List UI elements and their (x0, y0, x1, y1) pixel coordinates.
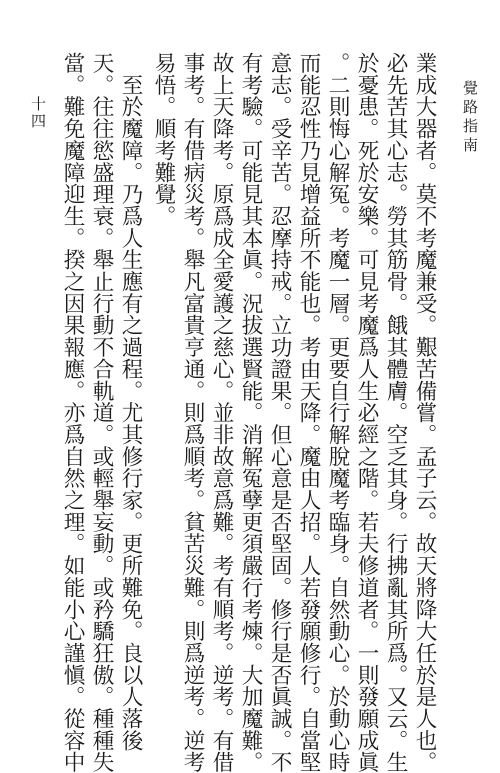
text-column: 事考。有借病災考。舉凡富貴亨通。則爲順考。貧苦災難。則爲逆考。逆考 (180, 52, 205, 773)
page-number: 十四 (29, 96, 47, 130)
text-column: 業成大器者。莫不考魔兼受。艱苦備嘗。孟子云。故天將降大任於是人也。 (412, 52, 437, 773)
text-column: 天。往往慾盛理衰。舉止行動不合軌道。或輕舉妄動。或矜驕狂傲。種種失 (89, 52, 114, 773)
text-column: 必先苦其心志。勞其筋骨。餓其體膚。空乏其身。行拂亂其所爲。又云。生 (383, 52, 408, 773)
text-column: 故上天降考。原爲成全愛護之慈心。並非故意爲難。考有順考。逆考。有借 (209, 52, 234, 773)
text-column: 意志。受辛苦。忍摩持戒。立功證果。但心意是否堅固。修行是否眞誠。不 (267, 52, 292, 773)
text-column: 易悟。順考難覺。 (151, 52, 176, 227)
text-column: 而能忍性乃見增益所不能也。考由天降。魔由人招。人若發願修行。自當堅 (296, 52, 321, 773)
running-title: 覺路指南 (461, 80, 479, 156)
text-column: 。二則悔心解冤。考魔一層。更要自行解脫魔考臨身。自然動心。於動心時 (325, 52, 350, 773)
text-column: 當。難免魔障迎生。揆之因果報應。亦爲自然之理。如能小心謹愼。從容中 (60, 52, 85, 773)
text-column: 於憂患。死於安樂。可見考魔爲人生必經之階。若夫修道者。一則發願成眞 (354, 52, 379, 773)
text-column: 至於魔障。乃爲人生應有之過程。尤其修行家。更所難免。良以人落後 (118, 52, 143, 752)
text-column: 有考驗。可能見其本眞。況拔選賢能。消解冤孽更須嚴行考煉。大加魔難。 (238, 52, 263, 773)
body-text (30, 52, 438, 773)
